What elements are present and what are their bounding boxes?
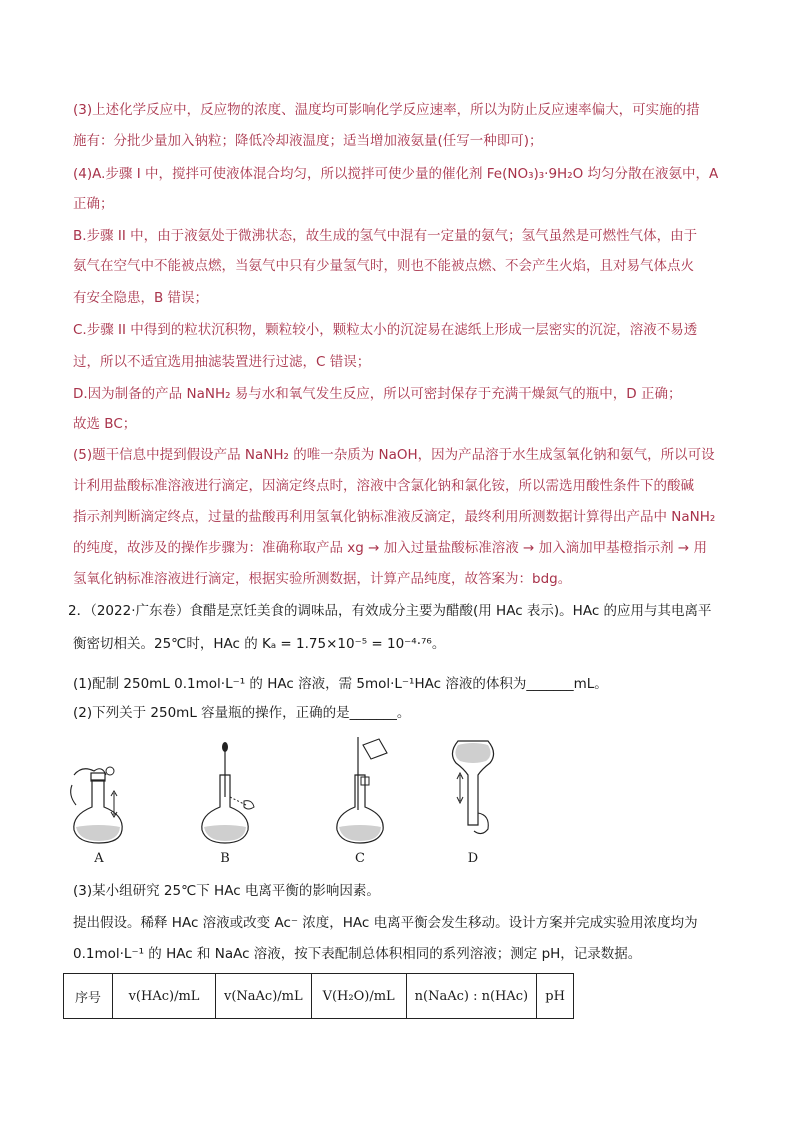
flask-pour-illustration <box>325 735 395 845</box>
answer-p4b-line1: B.步骤 II 中，由于液氨处于微沸状态，故生成的氢气中混有一定量的氨气；氢气虽然是可燃性气体，由于 <box>73 228 698 244</box>
figure-c-label: C <box>355 851 365 866</box>
answer-p4d-line1: D.因为制备的产品 NaNH₂ 易与水和氧气发生反应，所以可密封保存于充满干燥氮气的瓶中，D 正确； <box>73 386 682 402</box>
answer-p5-line4: 的纯度，故涉及的操作步骤为：准确称取产品 xg → 加入过量盐酸标准溶液 → 加入滴加甲基橙指示剂 → 用 <box>73 540 708 556</box>
answer-p4b-line3: 有安全隐患，B 错误； <box>73 290 209 306</box>
answer-p3-line1: (3)上述化学反应中，反应物的浓度、温度均可影响化学反应速率，所以为防止反应速率偏大，可实施的措 <box>73 102 700 118</box>
answer-p4d-line2: 故选 BC； <box>73 416 137 432</box>
question-2-part3: (3)某小组研究 25℃下 HAc 电离平衡的影响因素。 <box>73 883 380 899</box>
figure-a-label: A <box>94 851 104 866</box>
answer-p5-line3: 指示剂判断滴定终点，过量的盐酸再利用氢氧化钠标准液反滴定，最终利用所测数据计算得出产品中 NaNH₂ <box>73 509 716 525</box>
table-header-cell: v(NaAc)/mL <box>216 974 312 1019</box>
answer-p4c-line2: 过，所以不适宜选用抽滤装置进行过滤，C 错误； <box>73 354 371 370</box>
answer-p5-line5: 氢氧化钠标准溶液进行滴定，根据实验所测数据，计算产品纯度，故答案为：bdg。 <box>73 571 572 587</box>
answer-p4b-line2: 氨气在空气中不能被点燃，当氨气中只有少量氢气时，则也不能被点燃、不会产生火焰，且对易气体点火 <box>73 258 694 274</box>
flask-shake-illustration <box>64 735 134 845</box>
table-header-cell: v(HAc)/mL <box>113 974 216 1019</box>
answer-p4c-line1: C.步骤 II 中得到的粒状沉积物，颗粒较小，颗粒太小的沉淀易在滤纸上形成一层密实的沉淀，溶液不易透 <box>73 322 698 338</box>
question-2-part2: (2)下列关于 250mL 容量瓶的操作，正确的是_______。 <box>73 705 411 721</box>
answer-p5-line1: (5)题干信息中提到假设产品 NaNH₂ 的唯一杂质为 NaOH，因为产品溶于水生成氢氧化钠和氨气，所以可设 <box>73 447 715 463</box>
flask-dropper-illustration <box>190 735 260 845</box>
answer-p3-line2: 施有：分批少量加入钠粒；降低冷却液温度；适当增加液氨量(任写一种即可)； <box>73 133 543 149</box>
answer-p4a-line2: 正确； <box>73 196 114 212</box>
question-2-line1: 2．（2022·广东卷）食醋是烹饪美食的调味品，有效成分主要为醋酸(用 HAc 表示)。HAc 的应用与其电离平 <box>68 603 712 619</box>
figure-a <box>64 735 134 870</box>
question-2-part3-hypothesis: 提出假设。稀释 HAc 溶液或改变 Ac⁻ 浓度，HAc 电离平衡会发生移动。设计方案并完成实验用浓度均为 <box>73 915 698 931</box>
answer-p4a-line1: (4)A.步骤 I 中，搅拌可使液体混合均匀，所以搅拌可使少量的催化剂 Fe(NO₃)₃·9H₂O 均匀分散在液氨中，A <box>73 166 719 182</box>
table-header-row <box>64 974 574 1019</box>
figure-c <box>325 735 395 870</box>
figure-b-label: B <box>220 851 230 866</box>
question-2-part1: (1)配制 250mL 0.1mol·L⁻¹ 的 HAc 溶液，需 5mol·L⁻¹HAc 溶液的体积为_______mL。 <box>73 676 608 692</box>
table-header-cell: pH <box>537 974 574 1019</box>
table-header-cell: n(NaAc) : n(HAc) <box>406 974 536 1019</box>
figure-d <box>438 735 508 870</box>
question-2-line2: 衡密切相关。25℃时，HAc 的 Kₐ = 1.75×10⁻⁵ = 10⁻⁴·⁷⁶。 <box>73 636 446 652</box>
experiment-table <box>63 973 574 1019</box>
figure-b <box>190 735 260 870</box>
flask-invert-illustration <box>438 735 508 845</box>
question-2-part3-method: 0.1mol·L⁻¹ 的 HAc 和 NaAc 溶液，按下表配制总体积相同的系列溶液；测定 pH，记录数据。 <box>73 946 642 962</box>
answer-p5-line2: 计利用盐酸标准溶液进行滴定，因滴定终点时，溶液中含氯化钠和氯化铵，所以需选用酸性条件下的酸碱 <box>73 478 694 494</box>
table-header-cell: V(H₂O)/mL <box>311 974 406 1019</box>
figure-d-label: D <box>467 851 479 866</box>
table-header-cell: 序号 <box>64 974 113 1019</box>
